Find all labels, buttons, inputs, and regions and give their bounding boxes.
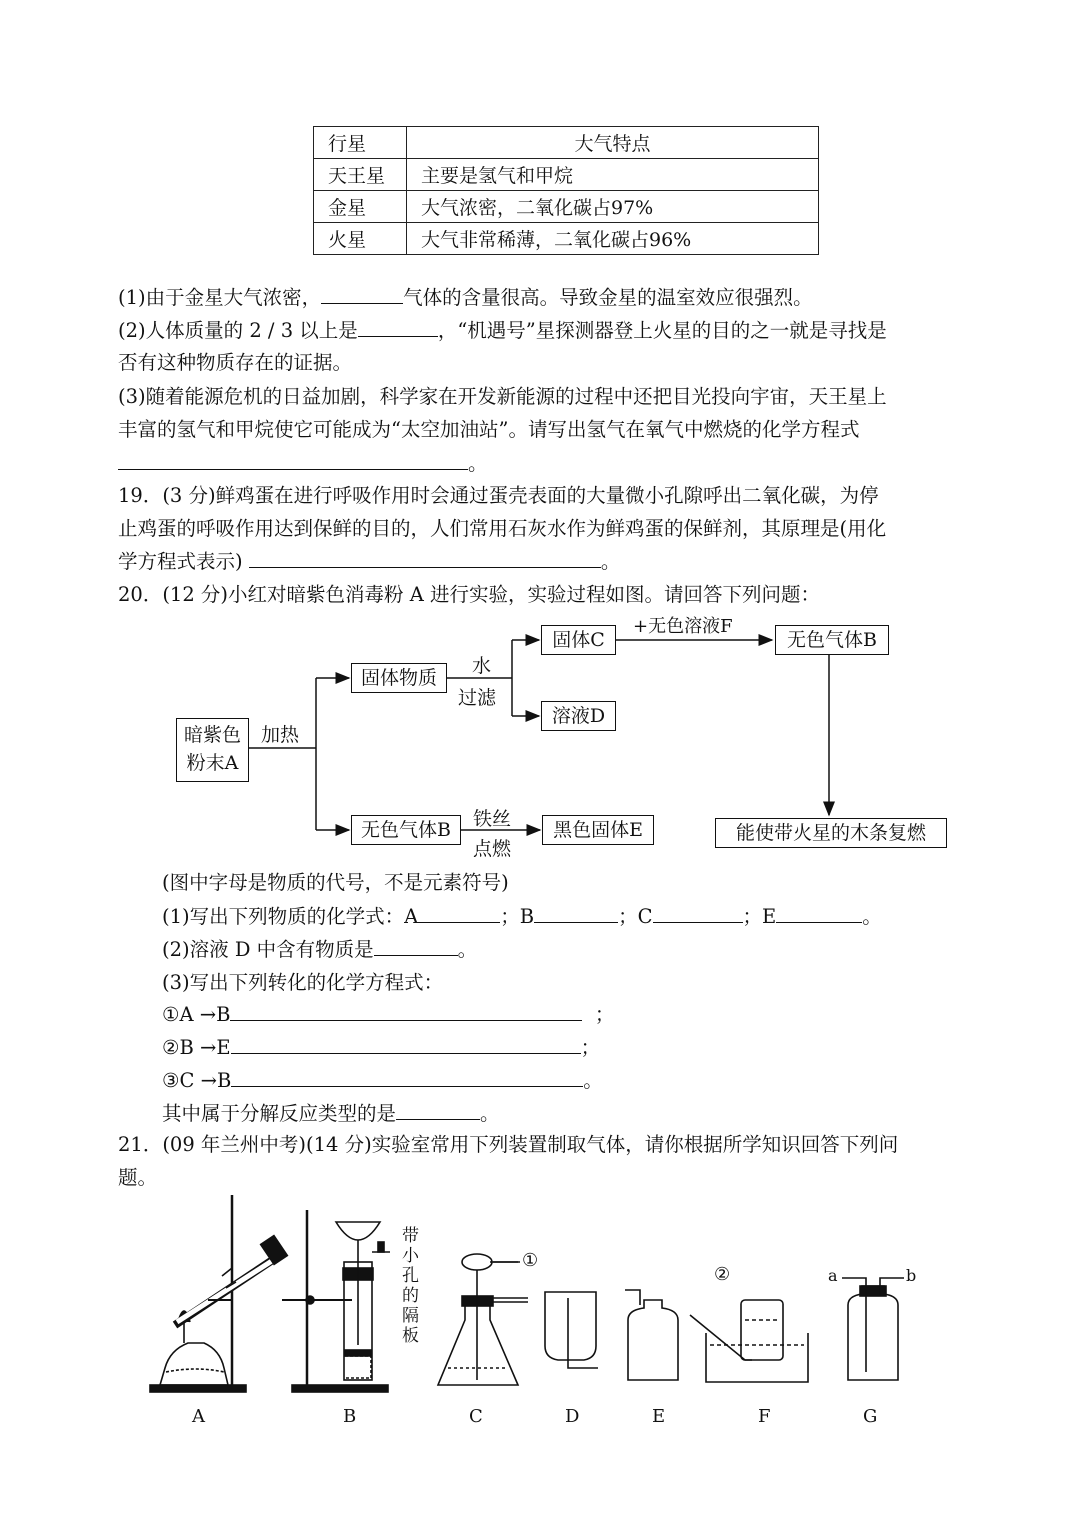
port-b-label: b [906, 1266, 917, 1285]
q21-line1: 21．(09 年兰州中考)(14 分)实验室常用下列装置制取气体，请你根据所学知识回答下列问 [118, 1133, 899, 1156]
solution-f-label: +无色溶液F [633, 616, 733, 637]
q18-part3-line1: (3)随着能源危机的日益加剧，科学家在开发新能源的过程中还把目光投向宇宙，天王星上 [118, 385, 887, 408]
solid-c-box: 固体C [541, 625, 616, 655]
q20-eq1: ①A →B ； [162, 998, 614, 1032]
solution-d-box: 溶液D [541, 701, 616, 731]
table-cell-planet: 天王星 [314, 159, 407, 191]
apparatus-label-a: A [192, 1406, 205, 1427]
q18-part2: (2)人体质量的 2 / 3 以上是 ，“机遇号”星探测器登上火星的目的之一就是寻找是 [118, 314, 887, 348]
table-cell-planet: 金星 [314, 191, 407, 223]
partition-label: 带小孔的隔板 [402, 1226, 419, 1346]
table-cell-feature: 大气非常稀薄，二氧化碳占96% [407, 223, 819, 255]
q20-eq3: ③C →B 。 [162, 1064, 603, 1098]
apparatus-label-e: E [652, 1406, 666, 1427]
apparatus-f [690, 1300, 808, 1382]
water-label: 水 [472, 655, 492, 677]
mark-2: ② [714, 1264, 731, 1285]
q20-eq2: ②B →E ； [162, 1031, 600, 1065]
apparatus-d [545, 1292, 598, 1368]
table-header-planet: 行星 [314, 127, 407, 159]
q20-intro: 20．(12 分)小红对暗紫色消毒粉 A 进行实验，实验过程如图。请回答下列问题： [118, 583, 821, 606]
apparatus-c [438, 1254, 528, 1385]
filter-label: 过滤 [458, 687, 497, 709]
powder-a-box: 暗紫色 粉末A [176, 718, 249, 782]
q18-part1: (1)由于金星大气浓密， 气体的含量很高。导致金星的温室效应很强烈。 [118, 281, 813, 315]
q18-part2-cont: 否有这种物质存在的证据。 [118, 351, 353, 374]
apparatus-b [282, 1210, 390, 1392]
port-a-label: a [828, 1266, 838, 1285]
table-cell-planet: 火星 [314, 223, 407, 255]
q20-sub3: (3)写出下列转化的化学方程式： [162, 971, 444, 994]
table-cell-feature: 主要是氢气和甲烷 [407, 159, 819, 191]
gas-b-bottom-box: 无色气体B [351, 815, 461, 845]
rekindle-box: 能使带火星的木条复燃 [715, 818, 947, 848]
table-cell-feature: 大气浓密，二氧化碳占97% [407, 191, 819, 223]
q19-line2: 止鸡蛋的呼吸作用达到保鲜的目的，人们常用石灰水作为鲜鸡蛋的保鲜剂，其原理是(用化 [118, 517, 887, 540]
q21-line2: 题。 [118, 1166, 158, 1189]
q20-sub1: (1)写出下列物质的化学式：A ；B ；C ；E 。 [162, 900, 882, 934]
q20-sub2: (2)溶液 D 中含有物质是 。 [162, 933, 477, 967]
table-header-feature: 大气特点 [407, 127, 819, 159]
heat-label: 加热 [261, 724, 300, 746]
iron-wire-label: 铁丝 [473, 808, 512, 830]
gas-b-top-box: 无色气体B [775, 625, 889, 655]
ignite-label: 点燃 [473, 838, 512, 860]
q18-part3-line2: 丰富的氢气和甲烷使它可能成为“太空加油站”。请写出氢气在氧气中燃烧的化学方程式 [118, 418, 860, 441]
mark-1: ① [522, 1250, 539, 1271]
apparatus-label-g: G [863, 1406, 878, 1427]
solid-substance-box: 固体物质 [351, 663, 447, 693]
apparatus-label-b: B [343, 1406, 357, 1427]
q20-decomp: 其中属于分解反应类型的是 。 [162, 1097, 500, 1131]
apparatus-e [625, 1290, 678, 1380]
apparatus-label-f: F [758, 1406, 771, 1427]
q20-note: (图中字母是物质的代号，不是元素符号) [162, 871, 509, 894]
apparatus-g [842, 1278, 904, 1380]
apparatus-label-c: C [469, 1406, 483, 1427]
q18-part3-answer: 。 [118, 447, 488, 481]
apparatus-label-d: D [565, 1406, 580, 1427]
apparatus-a [150, 1195, 287, 1392]
black-solid-e-box: 黑色固体E [542, 815, 654, 845]
q19-line1: 19．(3 分)鲜鸡蛋在进行呼吸作用时会通过蛋壳表面的大量微小孔隙呼出二氧化碳，为停 [118, 484, 879, 507]
q19-line3: 学方程式表示) 。 [118, 545, 620, 579]
